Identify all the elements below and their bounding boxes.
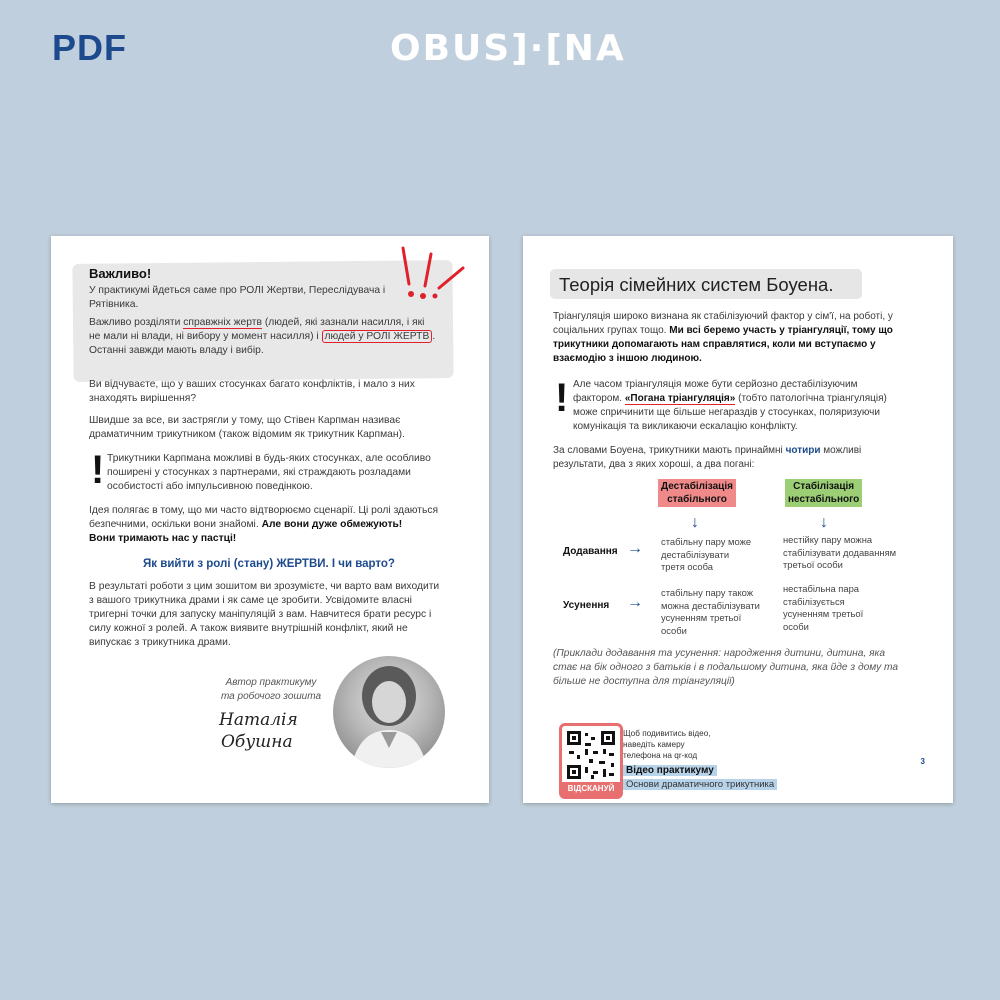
para-1-line-2: знаходять вирішення?	[89, 393, 197, 404]
para-5-line-3: тригерні точки для запуску маніпуляцій з вам. Навчитеся брати ресурс і	[89, 609, 432, 620]
author-caption-2: та робочого зошита	[220, 691, 322, 702]
arrow-right-icon: →	[627, 540, 643, 557]
right-page	[523, 236, 953, 803]
row-label-adding: Додавання	[563, 546, 618, 557]
author-caption-1: Автор практикуму	[225, 677, 317, 688]
author-photo	[333, 656, 445, 768]
qr-code-icon	[565, 729, 617, 781]
r-para-1-line-3: трикутники допомагають нам справлятися, коли ми вступаємо у	[553, 339, 876, 350]
examples-note: (Приклади додавання та усунення: народження дитини, дитина, яка стає на бік одного з батьків і в подальшому дитина, яка йде з дому та більше не доступна для тріангуляції)	[553, 648, 899, 687]
para-3-line-3: особистості або імпульсивною поведінкою.	[107, 481, 313, 492]
para-2-line-2: драматичним трикутником (також відомим як трикутник Карпман).	[89, 429, 405, 440]
r-para-3-line-1: За словами Боуена, трикутники мають принаймні чотири можливі	[553, 445, 862, 456]
qr-instruction: Щоб подивитись відео, наведіть камеру телефона на qr-код	[623, 729, 711, 760]
important-line-3: Важливо розділяти справжніх жертв (людей, які зазнали насилля, і які	[89, 317, 425, 328]
important-line-2: Рятівника.	[89, 299, 139, 310]
important-line-1: У практикумі йдеться саме про РОЛІ Жертви, Переслідувача і	[89, 285, 386, 296]
r-para-2-line-2: фактором. «Погана тріангуляція» (тобто патологічна тріангуляція)	[573, 393, 887, 404]
signature-line-1: Наталія	[219, 710, 298, 730]
row-label-removal: Усунення	[563, 600, 610, 611]
page-title: Теорія сімейних систем Боуена.	[559, 274, 834, 295]
para-2-line-1: Швидше за все, ви застрягли у тому, що Стівен Карпман називає	[89, 415, 401, 426]
para-1-line-1: Ви відчуваєте, що у ваших стосунках багато конфліктів, і мало з них	[89, 379, 415, 390]
para-4-line-3: Вони тримають нас у пастці!	[89, 533, 237, 544]
r-para-1-line-4: взаємодію з іншою людиною.	[553, 353, 702, 364]
r-para-1-line-1: Тріангуляція широко визнана як стабілізуючий фактор у сім'ї, на роботі, у	[553, 311, 893, 322]
r-para-1-line-2: соціальних групах тощо. Ми всі беремо участь у тріангуляції, тому що	[553, 325, 893, 336]
para-3-line-1: Трикутники Карпмана можливі в будь-яких стосунках, але особливо	[107, 453, 431, 464]
tag-stabilization: Стабілізація нестабільного	[785, 479, 862, 507]
arrow-down-icon: ↓	[820, 514, 828, 531]
para-4-line-1: Ідея полягає в тому, що ми часто відтворюємо сценарії. Ці ролі здаються	[89, 505, 439, 516]
tag-destabilization: Дестабілізація стабільного	[658, 479, 736, 507]
para-3-line-2: поширені у стосунках з партнерами, які страждають розладами	[107, 467, 411, 478]
left-page	[51, 236, 489, 803]
scan-label: ВІДСКАНУЙ	[559, 782, 623, 796]
signature-line-2: Обушна	[221, 732, 293, 752]
video-subtitle-link[interactable]: Основи драматичного трикутника	[623, 779, 777, 790]
page-number: 3	[920, 757, 925, 766]
subheading: Як вийти з ролі (стану) ЖЕРТВИ. І чи варто?	[143, 558, 395, 570]
pdf-label: PDF	[52, 27, 127, 68]
video-title-link[interactable]: Відео практикуму	[623, 765, 717, 776]
arrow-right-icon: →	[627, 594, 643, 611]
para-5-line-1: В результаті роботи з цим зошитом ви зрозумієте, чи варто вам виходити	[89, 581, 440, 592]
important-line-5: Останні завжди мають владу і вибір.	[89, 345, 264, 356]
exclamation-icon-right: !	[555, 376, 569, 420]
r-para-2-line-4: комунікація та викликаючи ескалацію конфлікту.	[573, 421, 798, 432]
para-4-line-2: безпечними, оскільки вони знайомі. Але вони дуже обмежують!	[89, 519, 403, 530]
r-para-2-line-3: може спричинити ще більше негараздів у стосунках, поляризуючи	[573, 407, 880, 418]
para-5-line-2: з вашого трикутника драми і як саме це зробити. Усвідомите власні	[89, 595, 412, 606]
arrow-down-icon: ↓	[691, 514, 699, 531]
brand-logo: OBUS]·[NA	[390, 28, 626, 69]
important-title: Важливо!	[89, 266, 152, 281]
cell-removal-destab: стабільну пару також можна дестабілізувати усуненням третьої особи	[661, 587, 760, 636]
exclamation-doodle-icon	[391, 240, 481, 310]
cell-removal-stab: нестабільна пара стабілізується усуненням третьої особи	[783, 583, 864, 632]
cell-adding-destab: стабільну пару може дестабілізувати третя особа	[661, 536, 752, 573]
r-para-3-line-2: результати, два з яких хороші, а два погані:	[553, 459, 755, 470]
cell-adding-stab: нестійку пару можна стабілізувати додаванням третьої особи	[783, 534, 897, 571]
important-line-4: не мали ні влади, ні вибору у момент насилля) і людей у РОЛІ ЖЕРТВ .	[89, 331, 436, 342]
r-para-2-line-1: Але часом тріангуляція може бути серйозно дестабілізуючим	[573, 379, 858, 390]
exclamation-icon: !	[91, 448, 105, 492]
para-5-line-4: силу кожної з ролей. А також виявите внутрішній конфлікт, який не	[89, 623, 408, 634]
para-5-line-5: випускає з трикутника драми.	[89, 637, 231, 648]
